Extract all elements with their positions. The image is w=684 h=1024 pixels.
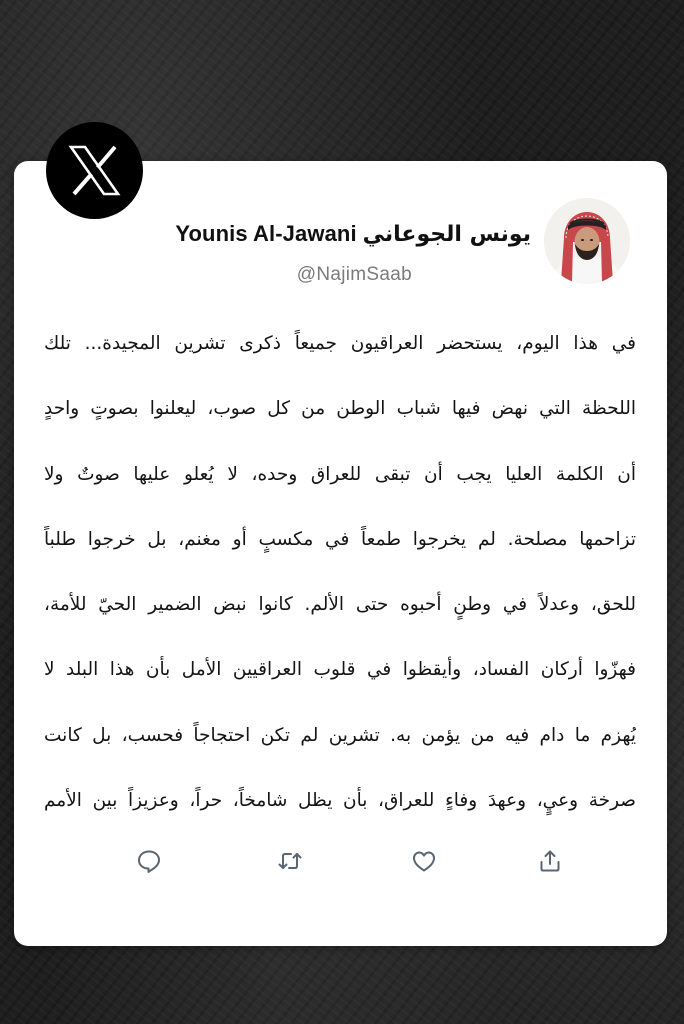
post-text-line: صرخة وعيٍ، وعهدَ وفاءٍ للعراق، بأن يظل شامخاً، حراً، وعزيزاً بين الأمم bbox=[44, 790, 636, 812]
post-text-line: للحق، وعدلاً في وطنٍ أحبوه حتى الألم. كانوا نبض الضمير الحيّ للأمة، bbox=[44, 594, 636, 616]
author-name-arabic[interactable]: يونس الجوعاني bbox=[362, 221, 531, 247]
share-icon bbox=[536, 847, 564, 875]
retweet-icon bbox=[276, 847, 304, 875]
retweet-button[interactable] bbox=[276, 847, 304, 875]
reply-icon bbox=[135, 847, 163, 875]
post-text-line: يُهزم ما دام فيه من يؤمن به. تشرين لم تكن احتجاجاً فحسب، بل كانت bbox=[44, 724, 636, 746]
post-text-line: أن الكلمة العليا يجب أن تبقى للعراق وحده، لا يُعلو عليها صوتٌ ولا bbox=[44, 463, 636, 485]
post-text bbox=[44, 311, 636, 833]
heart-icon bbox=[410, 847, 438, 875]
avatar[interactable] bbox=[544, 198, 630, 284]
x-logo-badge bbox=[46, 122, 143, 219]
x-logo-icon bbox=[68, 144, 121, 197]
post-text-line: اللحظة التي نهض فيها شباب الوطن من كل صوب، ليعلنوا بصوتٍ واحدٍ bbox=[44, 398, 636, 420]
share-button[interactable] bbox=[536, 847, 564, 875]
author-name-row[interactable] bbox=[175, 214, 531, 254]
post-card bbox=[14, 161, 667, 946]
like-button[interactable] bbox=[410, 847, 438, 875]
avatar-image bbox=[544, 198, 630, 284]
post-text-line: تزاحمها مصلحة. لم يخرجوا طمعاً في مكسبٍ أو مغنم، بل خرجوا طلباً bbox=[44, 528, 636, 550]
post-text-line: فهزّوا أركان الفساد، وأيقظوا في قلوب العراقيين الأمل بأن هذا البلد لا bbox=[44, 659, 636, 681]
post-text-line: في هذا اليوم، يستحضر العراقيون جميعاً ذكرى تشرين المجيدة... تلك bbox=[44, 333, 636, 354]
author-handle[interactable]: @NajimSaab bbox=[296, 264, 412, 285]
reply-button[interactable] bbox=[135, 847, 163, 875]
author-name-latin[interactable]: Younis Al-Jawani bbox=[175, 221, 357, 246]
